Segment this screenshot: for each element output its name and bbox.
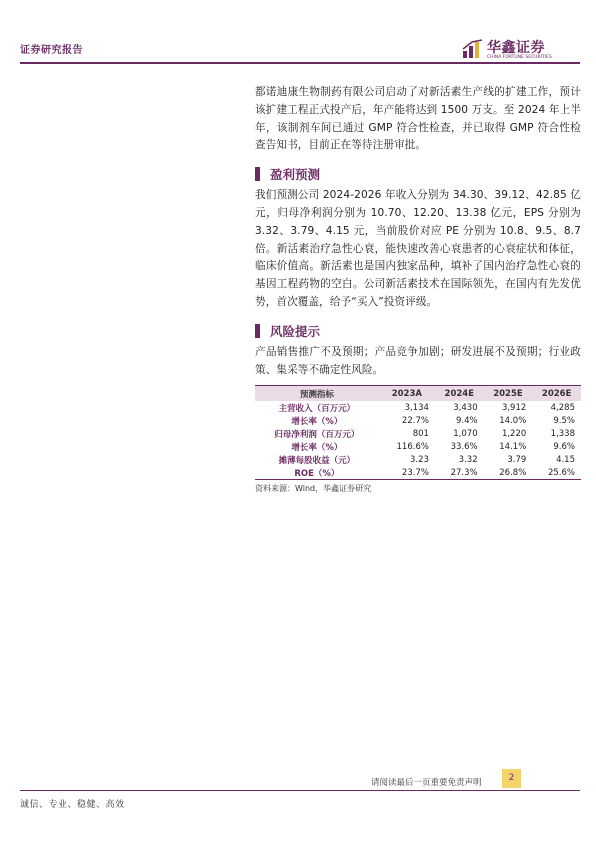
disclaimer-note: 请阅读最后一页重要免责声明 <box>371 778 482 788</box>
table-cell: 9.6% <box>553 441 575 452</box>
profit-section-title: 盈利预测 <box>270 167 321 183</box>
table-cell: 9.5% <box>553 415 575 426</box>
table-cell: 23.7% <box>379 466 435 480</box>
table-cell: 3,430 <box>453 402 478 413</box>
table-header-cell: 2024E <box>435 386 484 402</box>
table-source-note: 资料来源：Wind，华鑫证券研究 <box>255 484 372 494</box>
section-marker <box>255 324 260 338</box>
table-cell: 4,285 <box>550 402 575 413</box>
logo-mark-icon <box>462 39 484 59</box>
header-divider <box>20 62 580 64</box>
row-label: ROE（%） <box>255 466 379 480</box>
main-content <box>255 84 581 494</box>
table-cell: 14.0% <box>499 415 527 426</box>
report-type-label: 证券研究报告 <box>20 45 83 56</box>
footer-motto: 诚信、专业、稳健、高效 <box>20 800 125 810</box>
table-row <box>255 453 581 466</box>
table-header-cell: 2023A <box>379 386 435 402</box>
table-cell: 25.6% <box>532 466 581 480</box>
table-cell: 3.32 <box>458 454 478 465</box>
table-header-cell: 2026E <box>532 386 581 402</box>
table-cell: 4.15 <box>556 454 575 465</box>
table-cell: 3.79 <box>507 454 527 465</box>
page-number: 2 <box>502 769 521 788</box>
table-header-cell: 2025E <box>484 386 533 402</box>
table-row <box>255 440 581 453</box>
table-cell: 1,220 <box>501 428 527 439</box>
table-row <box>255 427 581 440</box>
table-cell: 9.4% <box>456 415 478 426</box>
row-label: 增长率（%） <box>291 416 343 427</box>
risk-section-heading <box>255 321 581 341</box>
row-label: 摊薄每股收益（元） <box>278 455 356 466</box>
table-header-row <box>255 386 581 402</box>
intro-paragraph: 都诺迪康生物制药有限公司启动了对新活素生产线的扩建工作，预计该扩建工程正式投产后，年产能将达到 1500 万支。至 2024 年上半年，该制剂车间已通过 GMP 符合性检查，并已取得 GMP 符合性检查告知书，目前正在等待注册审批。 <box>255 86 581 152</box>
row-label: 归母净利润（百万元） <box>274 429 360 440</box>
table-cell: 1,070 <box>453 428 478 439</box>
risk-paragraph: 产品销售推广不及预期；产品竞争加剧；研发进展不及预期；行业政策、集采等不确定性风险。 <box>255 345 581 376</box>
section-marker <box>255 167 260 181</box>
brand-name: 华鑫证券 <box>487 40 545 56</box>
brand-name-en: CHINA FORTUNE SECURITIES <box>487 55 552 60</box>
table-cell: 27.3% <box>435 466 484 480</box>
table-row <box>255 466 581 480</box>
table-cell: 801 <box>412 428 429 439</box>
risk-section-title: 风险提示 <box>270 323 321 339</box>
table-row <box>255 401 581 414</box>
table-cell: 14.1% <box>499 441 527 452</box>
forecast-table <box>255 385 581 480</box>
table-cell: 33.6% <box>450 441 478 452</box>
table-cell: 26.8% <box>484 466 533 480</box>
table-header-cell: 预测指标 <box>255 386 379 402</box>
table-row <box>255 414 581 427</box>
table-cell: 116.6% <box>396 441 429 452</box>
table-cell: 22.7% <box>401 415 429 426</box>
company-logo <box>462 37 582 63</box>
profit-section-heading <box>255 164 581 184</box>
row-label: 主营收入（百万元） <box>278 403 356 414</box>
table-cell: 3,134 <box>404 402 429 413</box>
footer-divider <box>20 790 580 791</box>
profit-forecast-paragraph: 我们预测公司 2024-2026 年收入分别为 34.30、39.12、42.85 亿元，归母净利润分别为 10.70、12.20、13.38 亿元，EPS 分别为 3.32、3.79、4.15 元，当前股价对应 PE 分别为 10.8、9.5、8.7 倍。新活素治疗急性心衰，能快速改善心衰患者的心衰症状和体征，临床价值高。新活素也是国内独家品种，填补了国内治疗急性心衰的基因工程药物的空白。公司新活素技术在国际领先，在国内有先发优势，首次覆盖，给予“买入”投资评级。 <box>255 189 581 308</box>
row-label: 增长率（%） <box>291 442 343 453</box>
table-cell: 3.23 <box>410 454 429 465</box>
table-cell: 3,912 <box>501 402 527 413</box>
table-cell: 1,338 <box>550 428 575 439</box>
